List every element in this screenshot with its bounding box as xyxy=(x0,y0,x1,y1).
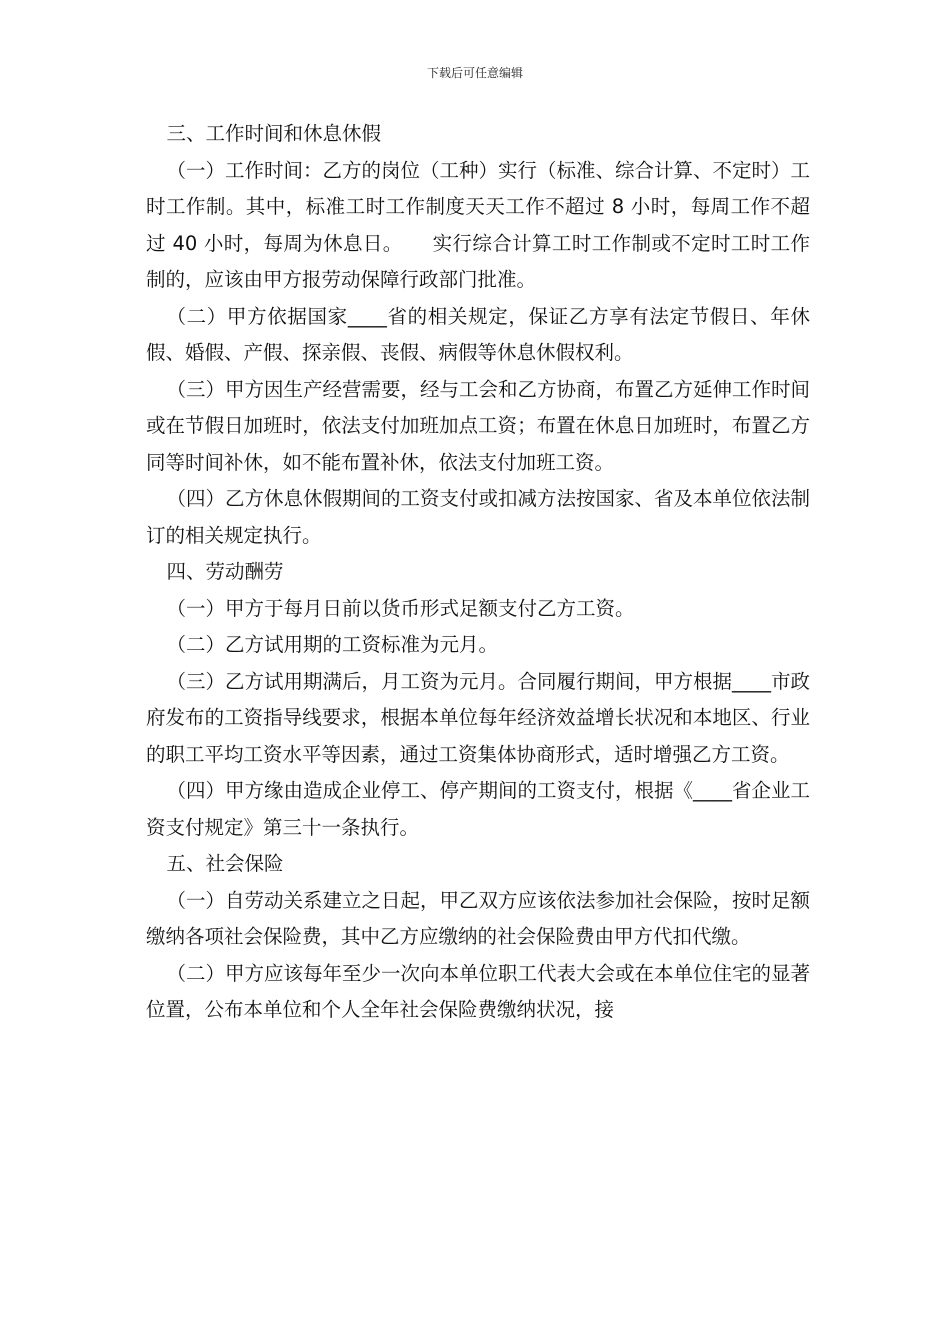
paragraph: （二）甲方应该每年至少一次向本单位职工代表大会或在本单位住宅的显著位置，公布本单位和个人全年社会保险费缴纳状况，接 xyxy=(146,961,810,1021)
paragraph: （二）甲方依据国家____省的相关规定，保证乙方享有法定节假日、年休假、婚假、产假、探亲假、丧假、病假等休息休假权利。 xyxy=(146,304,810,364)
document-body xyxy=(146,116,810,1029)
page-header: 下载后可任意编辑 xyxy=(426,66,523,80)
section-heading-remuneration: 四、劳动酬劳 xyxy=(166,560,284,583)
paragraph: （一）甲方于每月日前以货币形式足额支付乙方工资。 xyxy=(166,596,635,620)
section-heading-work-time: 三、工作时间和休息休假 xyxy=(166,122,381,145)
paragraph: （一）自劳动关系建立之日起，甲乙双方应该依法参加社会保险，按时足额缴纳各项社会保险费，其中乙方应缴纳的社会保险费由甲方代扣代缴。 xyxy=(146,888,810,948)
paragraph: （四）乙方休息休假期间的工资支付或扣减方法按国家、省及本单位依法制订的相关规定执行。 xyxy=(146,487,810,547)
paragraph: （三）甲方因生产经营需要，经与工会和乙方协商，布置乙方延伸工作时间或在节假日加班时，依法支付加班加点工资；布置在休息日加班时，布置乙方同等时间补休，如不能布置补休，依法支付加班工资。 xyxy=(146,377,810,474)
paragraph: （二）乙方试用期的工资标准为元月。 xyxy=(166,633,498,656)
section-heading-social-insurance: 五、社会保险 xyxy=(166,852,284,875)
paragraph: （一）工作时间：乙方的岗位（工种）实行（标准、综合计算、不定时）工时工作制。其中，标准工时工作制度天天工作不超过 8 小时，每周工作不超过 40 小时，每周为休息日。 实行综合计算工时工作制或不定时工时工作制的，应该由甲方报劳动保障行政部门批准。 xyxy=(146,158,810,291)
paragraph: （三）乙方试用期满后，月工资为元月。合同履行期间，甲方根据____市政府发布的工资指导线要求，根据本单位每年经济效益增长状况和本地区、行业的职工平均工资水平等因素，通过工资集体协商形式，适时增强乙方工资。 xyxy=(146,669,810,766)
paragraph: （四）甲方缘由造成企业停工、停产期间的工资支付，根据《____省企业工资支付规定》第三十一条执行。 xyxy=(146,779,810,839)
